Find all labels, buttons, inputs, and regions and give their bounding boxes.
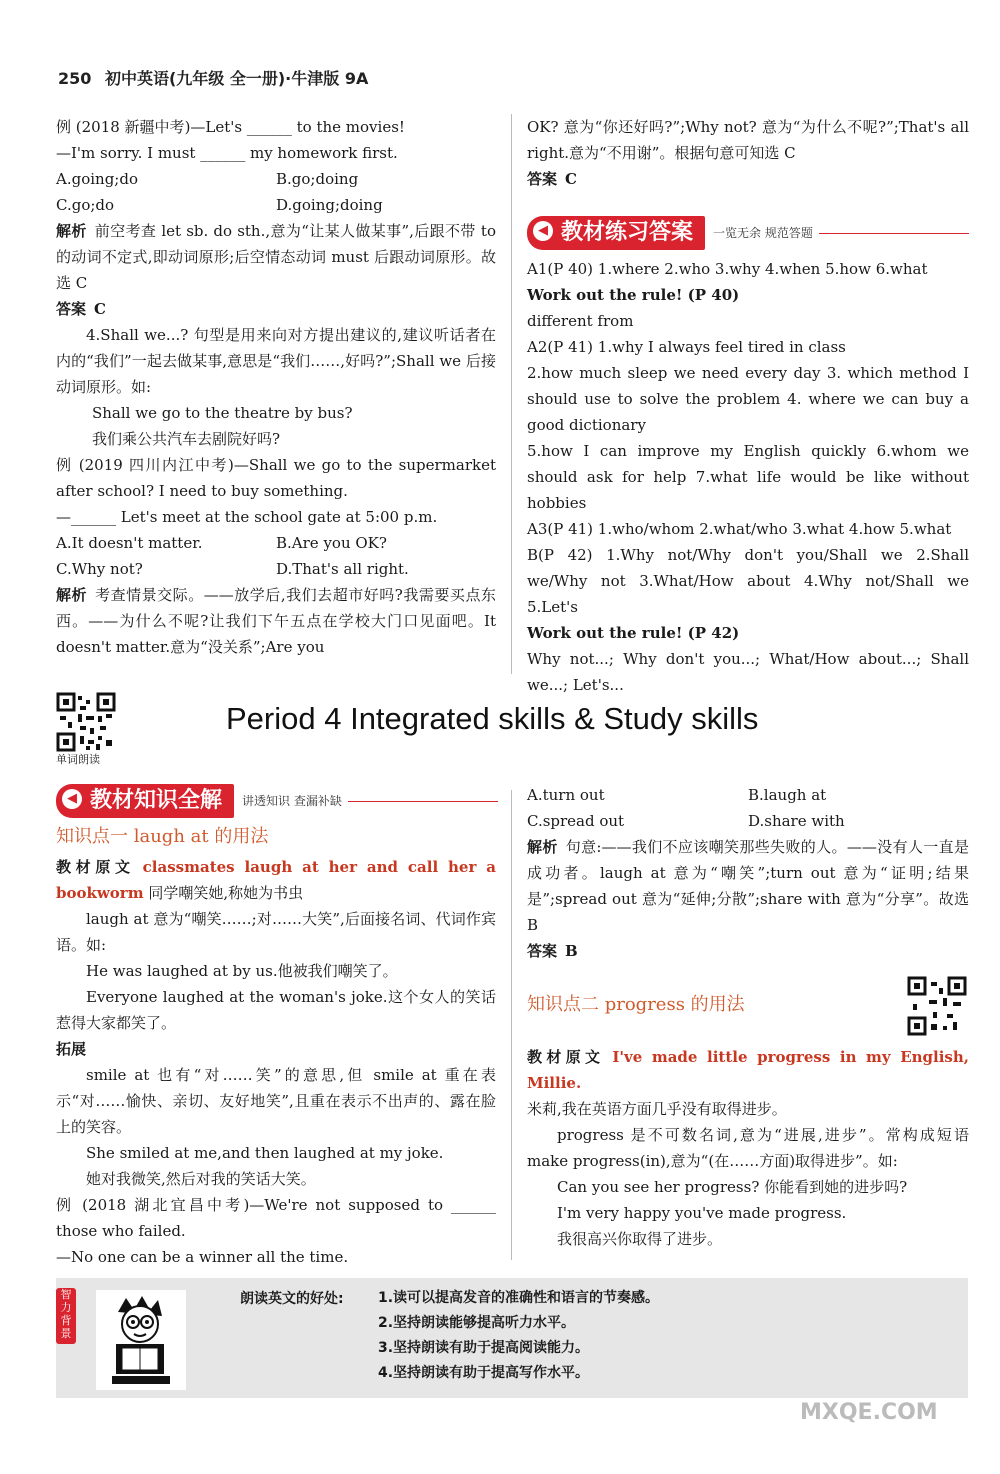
original-label: 教材原文 — [56, 858, 135, 876]
tips-side-tab: 智力背景 — [56, 1288, 76, 1344]
page-number: 250 — [58, 69, 92, 88]
tips-title: 朗读英文的好处: — [240, 1291, 344, 1307]
knowledge-point-1: 知识点一 laugh at 的用法 — [56, 826, 269, 847]
original-text: classmates laugh at her and call her a bookworm — [56, 858, 496, 902]
column-divider-bottom — [511, 790, 512, 1260]
section-subtitle: 一览无余 规范答题 — [713, 226, 813, 240]
reading-boy-illustration — [96, 1290, 186, 1390]
smile-at-explanation: smile at 也有“对……笑”的意思,但 smile at 重在表示“对……愉快、亲切、友好地笑”,且重在表示不出声的、露在脸上的笑容。 — [56, 1066, 496, 1136]
qr-code[interactable] — [56, 692, 116, 752]
period-title: Period 4 Integrated skills & Study skills — [226, 701, 759, 736]
answer-label: 答案 — [527, 170, 558, 188]
option: A.going;do — [56, 170, 138, 188]
top-right-column — [527, 114, 969, 192]
answer-line: Work out the rule! (P 40) — [527, 286, 740, 304]
knowledge-point-2-heading — [527, 988, 907, 1022]
example-sentence: 她对我微笑,然后对我的笑话大笑。 — [86, 1170, 316, 1188]
shall-we-explanation: 4.Shall we...? 句型是用来向对方提出建议的,建议听话者在内的“我们”一起去做某事,意思是“我们……,好吗?”;Shall we 后接动词原形。如: — [56, 326, 496, 396]
textbook-original — [527, 1044, 969, 1096]
exercise-answers — [527, 256, 969, 698]
example1-answer — [56, 296, 496, 322]
example3-answer — [527, 938, 969, 964]
example2-answer — [527, 166, 969, 192]
bottom-right-column — [527, 782, 969, 964]
answer-label: 答案 — [56, 300, 87, 318]
example-sentence-en: Shall we go to the theatre by bus? — [92, 404, 353, 422]
original-translation: 米莉,我在英语方面几乎没有取得进步。 — [527, 1100, 787, 1118]
option: B.laugh at — [748, 786, 827, 804]
tips-list — [378, 1286, 659, 1386]
analysis-label: 解析 — [56, 222, 87, 240]
option: D.going;doing — [276, 196, 383, 214]
section-tag — [527, 216, 705, 250]
exercise-answers-header — [527, 216, 969, 250]
page-header — [58, 66, 368, 92]
bullhorn-icon: ◀ — [533, 221, 553, 241]
analysis-text: 考查情景交际。——放学后,我们去超市好吗?我需要买点东西。——为什么不呢?让我们下午五点在学校大门口见面吧。It doesn't matter.意为“没关系”;Are you — [56, 586, 496, 656]
option: D.share with — [748, 812, 845, 830]
option: A.It doesn't matter. — [56, 534, 203, 552]
example-sentence: I'm very happy you've made progress. — [557, 1204, 847, 1222]
progress-explanation: progress 是不可数名词,意为“进展,进步”。常构成短语 make progress(in),意为“(在……方面)取得进步”。如: — [527, 1126, 969, 1170]
option: C.Why not? — [56, 560, 143, 578]
example3-question-2: —No one can be a winner all the time. — [56, 1248, 349, 1266]
section-rule — [819, 233, 969, 234]
analysis-label: 解析 — [56, 586, 88, 604]
textbook-original — [56, 854, 496, 906]
answer-line: A1(P 40) 1.where 2.who 3.why 4.when 5.how 6.what — [527, 260, 928, 278]
answer-line: Why not...; Why don't you...; What/How about...; Shall we...; Let's... — [527, 650, 969, 694]
option: B.go;doing — [276, 170, 359, 188]
example2-options — [56, 530, 496, 582]
example2-analysis — [56, 582, 496, 660]
answer-line: A3(P 41) 1.who/whom 2.what/who 3.what 4.how 5.what — [527, 520, 952, 538]
tip-item: 2.坚持朗读能够提高听力水平。 — [378, 1315, 576, 1331]
answer-line: Work out the rule! (P 42) — [527, 624, 740, 642]
bullhorn-icon: ◀ — [62, 789, 82, 809]
original-translation: 同学嘲笑她,称她为书虫 — [148, 884, 304, 902]
answer-line: A2(P 41) 1.why I always feel tired in class — [527, 338, 846, 356]
answer-line: B(P 42) 1.Why not/Why don't you/Shall we 2.Shall we/Why not 3.What/How about 4.Why not/Shall we 5.Let's — [527, 546, 969, 616]
example-sentence: 我很高兴你取得了进步。 — [557, 1230, 723, 1248]
tip-item: 3.坚持朗读有助于提高阅读能力。 — [378, 1340, 590, 1356]
answer-label: 答案 — [527, 942, 558, 960]
option: C.go;do — [56, 196, 115, 214]
analysis-text: 句意:——我们不应该嘲笑那些失败的人。——没有人一直是成功者。laugh at 意为“嘲笑”;turn out 意为“证明;结果是”;spread out 意为“延伸;分散”;share with 意为“分享”。故选 B — [527, 838, 969, 934]
knowledge-point-2-body — [527, 1044, 969, 1252]
example3-options — [527, 782, 969, 834]
analysis-label: 解析 — [527, 838, 558, 856]
book-title: 初中英语(九年级 全一册)·牛津版 9A — [104, 69, 369, 88]
bottom-left-column — [56, 820, 496, 1270]
example1-options — [56, 166, 496, 218]
answer-line: 2.how much sleep we need every day 3. which method I should use to solve the problem 4. where we can buy a good dictionary — [527, 364, 969, 434]
example2-question-1: 例 (2019 四川内江中考)—Shall we go to the supermarket after school? I need to buy something. — [56, 456, 496, 500]
knowledge-point-2: 知识点二 progress 的用法 — [527, 994, 745, 1015]
example3-question-1: 例 (2018 湖北宜昌中考)—We're not supposed to ______ those who failed. — [56, 1196, 496, 1240]
example3-analysis — [527, 834, 969, 938]
section-rule — [348, 801, 498, 802]
top-left-column — [56, 114, 496, 660]
analysis-text: 前空考查 let sb. do sth.,意为“让某人做某事”,后跟不带 to 的动词不定式,即动词原形;后空情态动词 must 后跟动词原形。故选 C — [56, 222, 496, 292]
section-subtitle: 讲透知识 查漏补缺 — [242, 794, 342, 808]
answer-line: different from — [527, 312, 634, 330]
column-divider-top — [511, 114, 512, 674]
section-tag — [56, 784, 234, 818]
qr-label: 单词朗读 — [56, 753, 100, 766]
example-sentence: He was laughed at by us.他被我们嘲笑了。 — [86, 962, 398, 980]
original-text: I've made little progress in my English, Millie. — [527, 1048, 969, 1092]
example1-analysis — [56, 218, 496, 296]
answer-value: B — [565, 942, 578, 960]
example1-question-1: 例 (2018 新疆中考)—Let's ______ to the movies! — [56, 118, 405, 136]
qr-code-2[interactable] — [907, 976, 967, 1036]
extension-label: 拓展 — [56, 1040, 87, 1058]
tip-item: 1.读可以提高发音的准确性和语言的节奏感。 — [378, 1290, 660, 1306]
answer-value: C — [565, 170, 577, 188]
example1-question-2: —I'm sorry. I must ______ my homework first. — [56, 144, 398, 162]
example-sentence-cn: 我们乘公共汽车去剧院好吗? — [92, 430, 281, 448]
example-sentence: She smiled at me,and then laughed at my joke. — [86, 1144, 444, 1162]
laugh-at-explanation: laugh at 意为“嘲笑……;对……大笑”,后面接名词、代词作宾语。如: — [56, 910, 496, 954]
section-tag-label: 教材练习答案 — [561, 220, 694, 245]
option: D.That's all right. — [276, 560, 409, 578]
analysis-continued: OK? 意为“你还好吗?”;Why not? 意为“为什么不呢?”;That's all right.意为“不用谢”。根据句意可知选 C — [527, 118, 969, 162]
knowledge-header — [56, 784, 498, 818]
answer-line: 5.how I can improve my English quickly 6.whom we should ask for help 7.what life would be like without hobbies — [527, 442, 969, 512]
section-tag-label: 教材知识全解 — [90, 788, 223, 813]
example-sentence: Can you see her progress? 你能看到她的进步吗? — [557, 1178, 908, 1196]
example2-question-2: —______ Let's meet at the school gate at 5:00 p.m. — [56, 508, 438, 526]
answer-value: C — [94, 300, 106, 318]
option: B.Are you OK? — [276, 534, 387, 552]
option: C.spread out — [527, 812, 625, 830]
qr-code-icon — [56, 692, 116, 752]
example-sentence: Everyone laughed at the woman's joke.这个女人的笑话惹得大家都笑了。 — [56, 988, 496, 1032]
qr-code-icon — [907, 976, 967, 1036]
option: A.turn out — [527, 786, 605, 804]
watermark: MXQE.COM — [800, 1400, 938, 1425]
tip-item: 4.坚持朗读有助于提高写作水平。 — [378, 1365, 590, 1381]
original-label: 教材原文 — [527, 1048, 605, 1066]
